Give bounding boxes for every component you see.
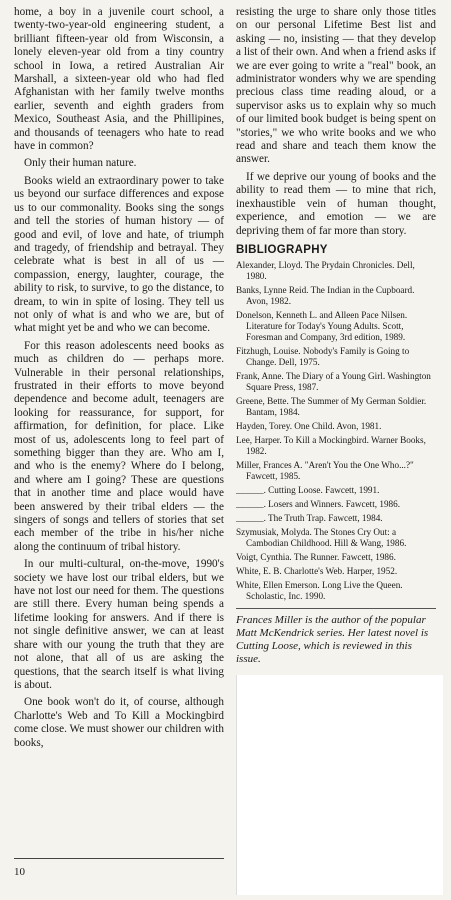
paragraph: Only their human nature.: [24, 157, 137, 170]
bibliography-entry: White, E. B. Charlotte's Web. Harper, 1952.: [236, 566, 398, 577]
bibliography-entry: Miller, Frances A. "Aren't You the One Who...?" Fawcett, 1985.: [236, 460, 414, 482]
paragraph: In our multi-cultural, on-the-move, 1990's society we have lost our tribal elders, but we have not lost our need for them. The questions are still there. Every human being spends a lifetime looking for answers. And if there is not single definitive answer, we can at least share with our young the truth that they are not alone, that all of us are asking the questions, that the search itself is what living is about.: [14, 558, 224, 691]
bibliography-entry: White, Ellen Emerson. Long Live the Queen. Scholastic, Inc. 1990.: [236, 580, 403, 602]
bibliography-list: [236, 260, 436, 602]
bibliography-entry: Szymusiak, Molyda. The Stones Cry Out: a Cambodian Childhood. Hill & Wang, 1986.: [236, 527, 407, 549]
bibliography-entry: Frank, Anne. The Diary of a Young Girl. Washington Square Press, 1987.: [236, 371, 431, 393]
paragraph: Books wield an extraordinary power to take us beyond our surface differences and expose us to our commonality. Books sing the songs and tell the stories of human history — of good and evil, of love and hate, of triumph and tragedy, of friendship and betrayal. They celebrate what is best in all of us — compassion, energy, laughter, courage, the ability to risk, to survive, to go the distance, to dream, to win in spite of losing. They tell us not only of what is and who we are, but of what might yet be and who we can become.: [14, 174, 224, 335]
footer-rule: [14, 858, 224, 859]
bibliography-entry: Lee, Harper. To Kill a Mockingbird. Warner Books, 1982.: [236, 435, 426, 457]
bibliography-entry: ______. Losers and Winners. Fawcett, 1986.: [236, 499, 401, 510]
left-column: [14, 6, 224, 754]
right-column: [236, 6, 436, 666]
blank-area: [236, 675, 443, 895]
bibliography-entry: Greene, Bette. The Summer of My German Soldier. Bantam, 1984.: [236, 396, 427, 418]
bibliography-entry: Alexander, Lloyd. The Prydain Chronicles. Dell, 1980.: [236, 260, 415, 282]
page-number: 10: [14, 866, 25, 878]
bibliography-entry: ______. The Truth Trap. Fawcett, 1984.: [236, 513, 383, 524]
bibliography-entry: ______. Cutting Loose. Fawcett, 1991.: [236, 485, 380, 496]
paragraph: For this reason adolescents need books as much as children do — perhaps more. Vulnerable in their personal relationships, frustrated in their efforts to move beyond dependence and become adult, teenagers are looking for reassurance, for support, for affirmation, for definition, for place. Like most of us, adolescents long to feel part of something bigger than they are. Who am I, and who is the enemy? Where do I belong, and where am I going? These are questions that in another time and place would have been answered by their tribal elders — the singers of songs and tellers of stories that set each member of the tribe in his/her niche along the continuum of tribal history.: [14, 339, 224, 553]
bibliography-entry: Donelson, Kenneth L. and Alleen Pace Nilsen. Literature for Today's Young Adults. Scott, Foresman and Company, 3rd edition, 1989.: [236, 310, 408, 343]
paragraph: One book won't do it, of course, although Charlotte's Web and To Kill a Mockingbird come close. We must shower our children with books,: [14, 696, 224, 749]
bibliography-entry: Voigt, Cynthia. The Runner. Fawcett, 1986.: [236, 552, 396, 563]
bibliography-heading: BIBLIOGRAPHY: [236, 243, 328, 256]
divider: [236, 608, 436, 609]
bibliography-entry: Hayden, Torey. One Child. Avon, 1981.: [236, 421, 382, 432]
bibliography-entry: Banks, Lynne Reid. The Indian in the Cupboard. Avon, 1982.: [236, 285, 415, 307]
paragraph: home, a boy in a juvenile court school, a twenty-two-year-old engineering student, a brilliant fifteen-year old from Wisconsin, a lonely eleven-year old from a tiny country school in Iowa, a retired Australian Air Marshall, a sixteen-year old who had fled Afghanistan with her family twelve months earlier, seventh and eighth graders from Mexico, Southeast Asia, and the Phillipines, and thousands of teenagers who hate to read have in common?: [14, 6, 224, 153]
paragraph: If we deprive our young of books and the ability to read them — to mine that rich, inexhaustible vein of human thought, experience, and emotion — we are depriving them of far more than story.: [236, 170, 436, 237]
paragraph: resisting the urge to share only those titles on our personal Lifetime Best list and asking — no, insisting — that they develop a list of their own. And when a friend asks if we are ever going to write a "real" book, an administrator wonders why we are spending precious class time reading aloud, or a supervisor asks us to explain why so much of our limited book budget is being spent on "stories," we who write books and we who read and share and teach them know the answer.: [236, 6, 436, 166]
author-bio: Frances Miller is the author of the popular Matt McKendrick series. Her latest novel is Cutting Loose, which is reviewed in this issue.: [236, 614, 429, 666]
bibliography-entry: Fitzhugh, Louise. Nobody's Family is Going to Change. Dell, 1975.: [236, 346, 410, 368]
